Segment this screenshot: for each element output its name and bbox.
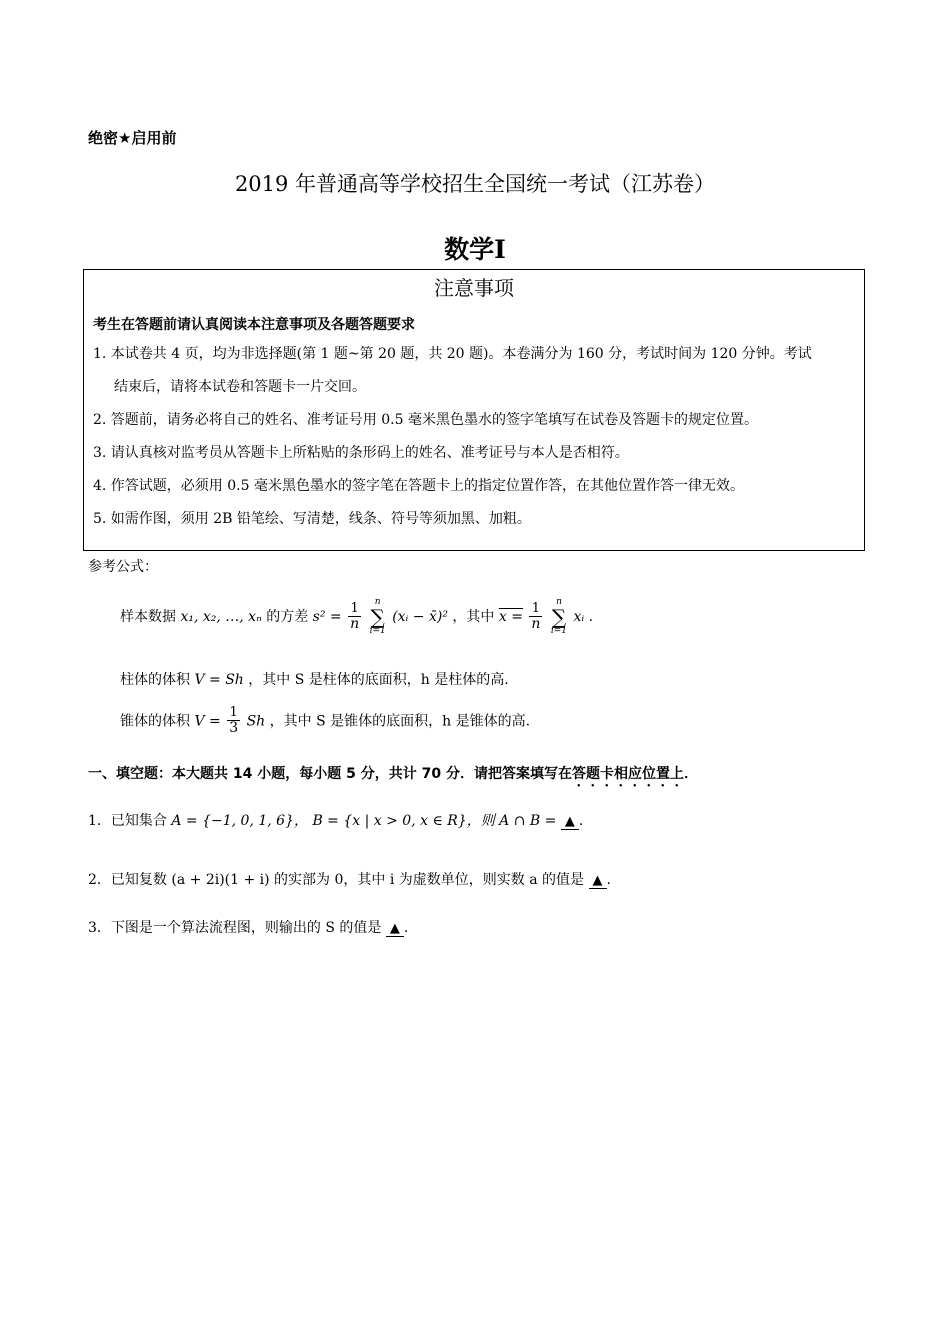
variance-where: ，其中 <box>452 609 495 625</box>
notice-box <box>83 269 865 551</box>
prism-expression: V = Sh <box>194 672 244 688</box>
prism-formula <box>120 669 509 689</box>
variance-mid: 的方差 <box>266 609 309 625</box>
variance-body: (xᵢ − x̄)² <box>392 609 448 625</box>
variance-fraction <box>348 602 361 633</box>
fraction-denominator: n <box>350 615 360 632</box>
question-end: . <box>403 920 409 936</box>
fraction-numerator: 1 <box>529 602 542 617</box>
mean-lhs: x = <box>498 609 523 625</box>
notice-item: 5. 如需作图，须用 2B 铅笔绘、写清楚，线条、符号等须加黑、加粗。 <box>93 511 531 527</box>
variance-vars: x₁, x₂, …, xₙ <box>180 609 262 625</box>
notice-intro: 考生在答题前请认真阅读本注意事项及各题答题要求 <box>93 317 415 333</box>
sum-lower: i=1 <box>550 626 568 636</box>
notice-item: 4. 作答试题，必须用 0.5 毫米黑色墨水的签字笔在答题卡上的指定位置作答，在其他位置作答一律无效。 <box>93 478 744 494</box>
fraction-numerator: 1 <box>227 706 240 721</box>
sum-upper: n <box>556 597 562 607</box>
fraction-denominator: 3 <box>229 720 239 737</box>
prism-rest: ，其中 S 是柱体的底面积，h 是柱体的高. <box>248 672 509 688</box>
notice-item: 2. 答题前，请务必将自己的姓名、准考证号用 0.5 毫米黑色墨水的签字笔填写在试卷及答题卡的规定位置。 <box>93 412 758 428</box>
question-prefix: 2．已知复数 <box>88 872 167 888</box>
sum-upper: n <box>374 597 381 607</box>
question-math: S 的值是 <box>325 920 382 936</box>
section-heading <box>88 763 698 790</box>
question-2 <box>88 869 611 889</box>
notice-item: 1. 本试卷共 4 页，均为非选择题(第 1 题~第 20 题，共 20 题)。本卷满分为 160 分，考试时间为 120 分钟。考试 <box>93 346 812 362</box>
question-math: (a + 2i)(1 + i) 的实部为 0，其中 i 为虚数单位，则实数 a 的值是 <box>171 872 585 888</box>
sum-lower: i=1 <box>369 626 386 636</box>
question-math: A = {−1, 0, 1, 6}， B = {x | x > 0, x ∈ R}，则 A ∩ B = <box>171 813 557 829</box>
cone-rhs: Sh <box>246 713 266 730</box>
question-end: . <box>606 872 611 888</box>
summation-symbol: n ∑ i=1 <box>369 597 386 636</box>
notice-item: 3. 请认真核对监考员从答题卡上所粘贴的条形码上的姓名、准考证号与本人是否相符。 <box>93 445 629 461</box>
mean-end: . <box>588 609 594 625</box>
section-heading-end: ． <box>683 766 698 782</box>
variance-lhs: s² = <box>312 609 342 625</box>
mean-body: xᵢ <box>573 609 585 625</box>
cone-rest: ，其中 S 是锥体的底面积，h 是锥体的高. <box>269 713 531 730</box>
question-1 <box>88 810 583 830</box>
mean-fraction <box>529 602 542 633</box>
reference-label: 参考公式： <box>88 559 158 575</box>
section-heading-emphasis: 答题卡相应位置上 <box>571 766 684 782</box>
summation-symbol: n ∑ i=1 <box>550 597 568 636</box>
prism-prefix: 柱体的体积 <box>120 672 190 688</box>
question-end: . <box>578 813 584 829</box>
subject-title: 数学Ⅰ <box>444 235 506 264</box>
fraction-denominator: n <box>531 615 541 632</box>
question-prefix: 3．下图是一个算法流程图，则输出的 <box>88 920 321 936</box>
fraction-numerator: 1 <box>348 602 361 617</box>
classified-label: 绝密★启用前 <box>88 129 177 147</box>
exam-title: 2019 年普通高等学校招生全国统一考试（江苏卷） <box>234 172 716 196</box>
variance-prefix: 样本数据 <box>120 609 176 625</box>
cone-fraction <box>227 706 240 737</box>
cone-formula <box>120 706 530 737</box>
question-prefix: 1．已知集合 <box>88 813 167 829</box>
variance-formula <box>120 598 593 636</box>
answer-blank: ▲ <box>561 814 579 830</box>
section-heading-text: 一、填空题：本大题共 14 小题，每小题 5 分，共计 70 分．请把答案填写在 <box>88 766 572 782</box>
notice-item: 结束后，请将本试卷和答题卡一片交回。 <box>114 379 366 395</box>
notice-title: 注意事项 <box>434 276 514 300</box>
answer-blank: ▲ <box>589 873 607 889</box>
question-3 <box>88 917 408 937</box>
answer-blank: ▲ <box>386 921 404 937</box>
cone-lhs: V = <box>194 713 221 730</box>
cone-prefix: 锥体的体积 <box>120 713 190 730</box>
